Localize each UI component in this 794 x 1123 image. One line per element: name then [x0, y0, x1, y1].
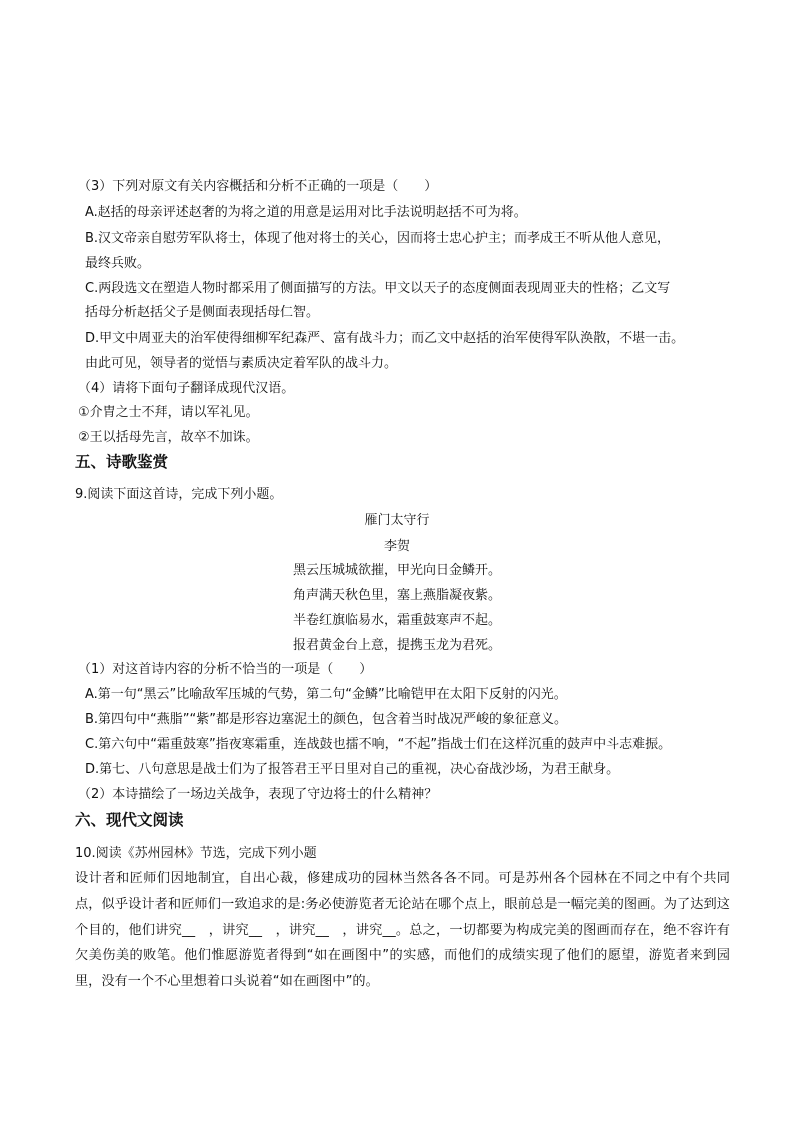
q3-option-b-line1: B.汉文帝亲自慰劳军队将士，体现了他对将士的关心，因而将士忠心护主；而孝成王不听从他人意见， [85, 231, 671, 246]
poem-author: 李贺 [383, 539, 410, 554]
section-6-title: 六、现代文阅读 [75, 811, 184, 829]
section-5-title: 五、诗歌鉴赏 [75, 453, 169, 471]
poem-line-1: 黑云压城城欲摧，甲光向日金鳞开。 [292, 563, 501, 578]
q9-sub1-option-a: A.第一句“黑云”比喻敌军压城的气势，第二句“金鳞”比喻铠甲在太阳下反射的闪光。 [85, 687, 567, 702]
poem-line-2: 角声满天秋色里，塞上燕脂凝夜紫。 [292, 588, 501, 603]
q9-sub1-stem: （1）对这首诗内容的分析不恰当的一项是（ ） [78, 662, 373, 677]
q3-option-d-line1: D.甲文中周亚夫的治军使得细柳军纪森严、富有战斗力；而乙文中赵括的治军使得军队涣散，不堪一击。 [85, 331, 685, 346]
q4-stem: （4）请将下面句子翻译成现代汉语。 [78, 381, 295, 396]
q3-option-a: A.赵括的母亲评述赵奢的为将之道的用意是运用对比手法说明赵括不可为将。 [85, 205, 527, 220]
q9-sub2-stem: （2）本诗描绘了一场边关战争，表现了守边将士的什么精神？ [78, 787, 438, 802]
q3-option-b-line2: 最终兵败。 [85, 256, 151, 271]
q9-intro: 9.阅读下面这首诗，完成下列小题。 [75, 487, 283, 502]
q3-option-d-line2: 由此可见，领导者的觉悟与素质决定着军队的战斗力。 [85, 356, 398, 371]
q9-sub1-option-b: B.第四句中“燕脂”“紫”都是形容边塞泥土的颜色，包含着当时战况严峻的象征意义。 [85, 712, 567, 727]
q9-sub1-option-d: D.第七、八句意思是战士们为了报答君王平日里对自己的重视，决心奋战沙场，为君王献身。 [85, 762, 620, 777]
poem-line-3: 半卷红旗临易水，霜重鼓寒声不起。 [292, 613, 501, 628]
q9-sub1-option-c: C.第六句中“霜重鼓寒”指夜寒霜重，连战鼓也擂不响，“不起”指战士们在这样沉重的鼓声中斗志难振。 [85, 737, 672, 752]
q3-stem: （3）下列对原文有关内容概括和分析不正确的一项是（ ） [78, 179, 438, 194]
q10-passage: 设计者和匠师们因地制宜，自出心裁，修建成功的园林当然各各不同。可是苏州各个园林在不同之中有个共同点，似乎设计者和匠师们一致追求的是:务必使游览者无论站在哪个点上，眼前总是一幅完美的图画。为了达到这个目的，他们讲究__ ，讲究__ ，讲究__ ，讲究__。总之，一切都要为构成完美的图画而存在，绝不容许有欠美伤美的败笔。他们惟愿游览者得到“如在画图中”的实感，而他们的成绩实现了他们的愿望，游览者来到园里，没有一个不心里想着口头说着“如在画图中”的。 [75, 871, 730, 990]
q10-intro: 10.阅读《苏州园林》节选，完成下列小题 [75, 846, 317, 861]
q3-option-c-line2: 括母分析赵括父子是侧面表现括母仁智。 [85, 305, 320, 320]
q4-sentence-1: ①介胄之士不拜，请以军礼见。 [78, 405, 259, 420]
poem-line-4: 报君黄金台上意，提携玉龙为君死。 [292, 638, 501, 653]
poem-title: 雁门太守行 [364, 513, 430, 528]
q4-sentence-2: ②王以括母先言，故卒不加诛。 [78, 430, 259, 445]
q3-option-c-line1: C.两段选文在塑造人物时都采用了侧面描写的方法。甲文以天子的态度侧面表现周亚夫的性格；乙文写 [85, 281, 671, 296]
